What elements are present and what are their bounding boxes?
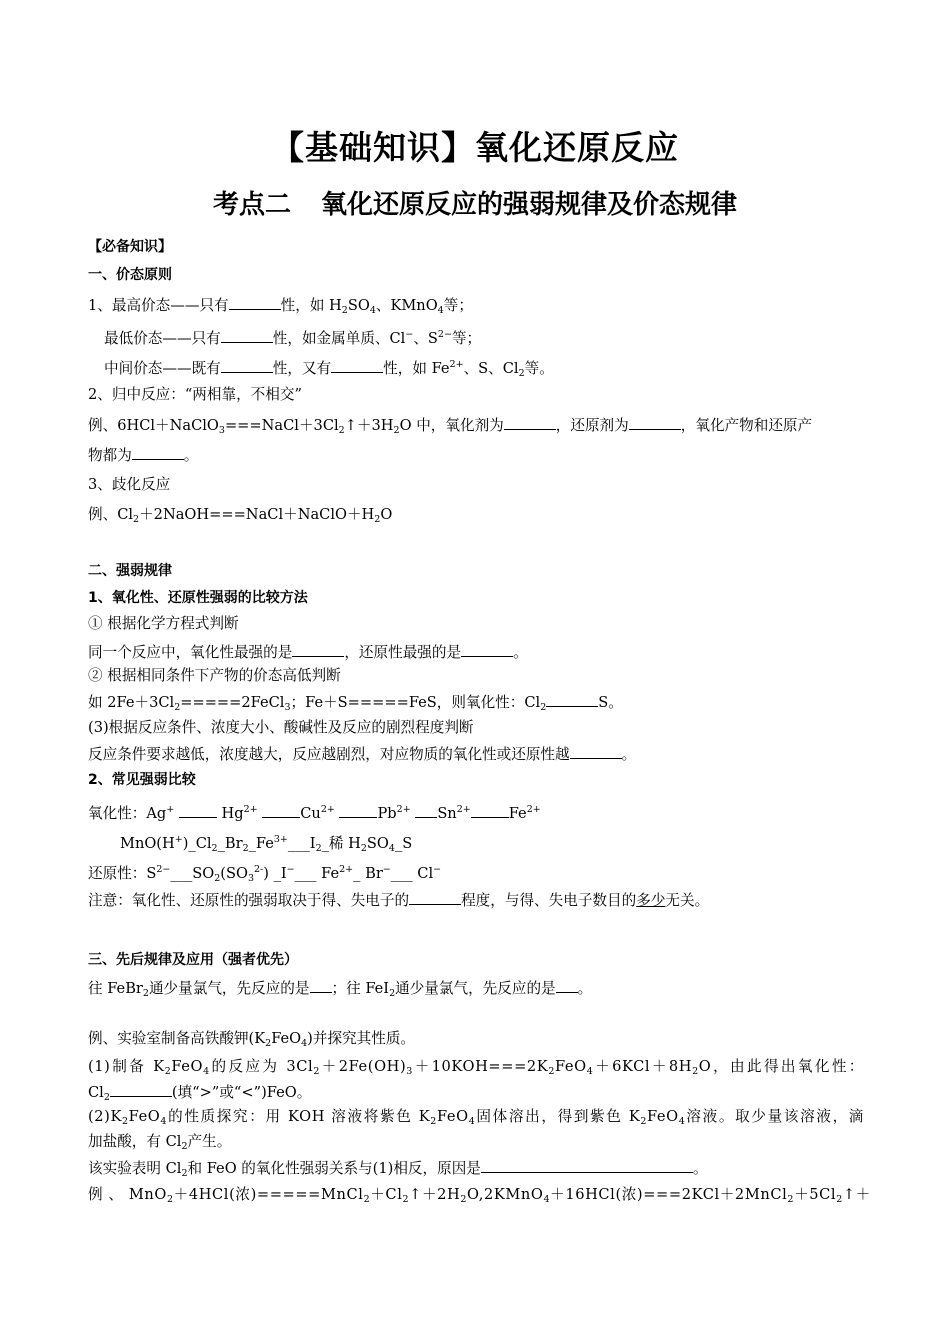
- blank: [221, 357, 273, 373]
- text-line: 中间价态——既有 性，又有 性，如 $Fe^{2+}$、S、$Cl_2$等。: [104, 359, 554, 379]
- blank: [461, 641, 513, 657]
- text-line: 例、$Cl_2+2NaOH===NaCl+NaClO+H_2O$: [88, 506, 393, 525]
- text-line: 例、实验室制备高铁酸钾$(K_2FeO_4)$并探究其性质。: [88, 1030, 416, 1049]
- text-line: 反应条件要求越低，浓度越大，反应越剧烈，对应物质的氧化性或还原性越 。: [88, 743, 636, 766]
- text-line: 最低价态——只有 性，如金属单质、Cl−、$S^{2-}$等；: [104, 329, 482, 347]
- subsection-heading: 2、常见强弱比较: [88, 772, 196, 788]
- text-line: $Cl_2$ (填“>”或“<”)FeO。: [88, 1081, 311, 1109]
- blank: [262, 802, 300, 818]
- text-line: 加盐酸，有 $Cl_2$产生。: [88, 1133, 232, 1152]
- text-line: 往 FeBr$_2$通少量氯气，先反应的是 ；往 FeI$_2$通少量氯气，先反应的是 。: [88, 977, 592, 1005]
- blank: [331, 357, 383, 373]
- blank: [481, 1157, 693, 1173]
- text-line: 该实验表明 $Cl_2$和 FeO 的氧化性强弱关系与(1)相反，原因是 。: [88, 1157, 708, 1185]
- blank: [292, 641, 344, 657]
- section-heading: 三、先后规律及应用（强者优先）: [88, 952, 298, 968]
- text-line: 同一个反应中，氧化性最强的是 ，还原性最强的是 。: [88, 641, 528, 664]
- subtitle-part: 考点二: [212, 190, 291, 220]
- blank: [570, 743, 622, 759]
- text-line: 例、$6HCl+NaClO_3===NaCl+3Cl_2↑+3H_2O$ 中，氧化剂为 ，还原剂为 ，氧化产物和还原产: [88, 414, 812, 442]
- blank: [471, 802, 509, 818]
- note-line: 注意：氧化性、还原性的强弱取决于得、失电子的 程度，与得、失电子数目的多少无关。: [88, 889, 709, 912]
- text-line: 1、最高价态——只有 性，如 $H_2SO_4$、KMnO$_4$等；: [88, 294, 473, 322]
- blank: [221, 327, 273, 343]
- page-title: 【基础知识】氧化还原反应: [271, 128, 679, 167]
- section-heading: 二、强弱规律: [88, 563, 172, 579]
- blank: [339, 802, 377, 818]
- text-line: 如 $2Fe+3Cl_2=====2FeCl_3$；Fe＋S=====FeS，则氧化性：$Cl_2$ S。: [88, 691, 623, 719]
- text-line: ① 根据化学方程式判断: [88, 615, 239, 632]
- text-line: ② 根据相同条件下产物的价态高低判断: [88, 667, 341, 684]
- page-subtitle: [0, 184, 950, 221]
- blank: [409, 889, 461, 905]
- must-know-heading: 【必备知识】: [88, 239, 172, 255]
- text-line: (1)制备 $K_2FeO_4$的反应为 $3Cl_2+2Fe(OH)_3+10KOH===2K_2FeO_4+6KCl+8H_2O$，由此得出氧化性：: [88, 1058, 864, 1077]
- text-line: 3、歧化反应: [88, 476, 171, 493]
- blank: [110, 1081, 172, 1097]
- text-line: 2、归中反应：“两相靠，不相交”: [88, 386, 302, 403]
- blank: [504, 414, 556, 430]
- blank: [629, 414, 681, 430]
- section-heading: 一、价态原则: [88, 267, 172, 283]
- blank: [229, 294, 281, 310]
- blank: [556, 977, 578, 993]
- oxidizing-series: 氧化性：Ag+ $Hg^{2+}$ $Cu^{2+}$ $Pb^{2+}$ $Sn^{2+}$ $Fe^{2+}$: [88, 804, 541, 822]
- reducing-series: 还原性：$S^{2-}\_\_\_SO_2(SO_3^{2-})$ _I−___ $Fe^{2+}\_$ Br−___ Cl−: [88, 864, 442, 884]
- blank: [546, 691, 598, 707]
- text-line: (3)根据反应条件、浓度大小、酸碱性及反应的剧烈程度判断: [88, 719, 474, 736]
- text-line: 例 、 MnO$_2$＋4HCl(浓)$=====MnCl_2+Cl_2↑+2H_2O,2KMnO_4+16HCl$(浓)$===2KCl+2MnCl_2+5Cl_2↑+$: [88, 1186, 871, 1205]
- blank: [310, 977, 332, 993]
- text-line: $(2)K_2FeO_4$的性质探究：用 KOH 溶液将紫色 $K_2FeO_4$固体溶出，得到紫色 $K_2FeO_4$溶液。取少量该溶液，滴: [88, 1108, 864, 1127]
- oxidizing-series: $MnO(H^+)\_Cl_2\_Br_2\_Fe^{3+}\_\_\_I_2\_$稀 $H_2SO_4\_S$: [120, 834, 413, 854]
- text-line: 物都为 。: [88, 444, 198, 467]
- blank: [179, 802, 217, 818]
- blank: [132, 444, 184, 460]
- subsection-heading: 1、氧化性、还原性强弱的比较方法: [88, 590, 308, 606]
- blank: [415, 802, 437, 818]
- subtitle-part: 氧化还原反应的强弱规律及价态规律: [321, 190, 738, 220]
